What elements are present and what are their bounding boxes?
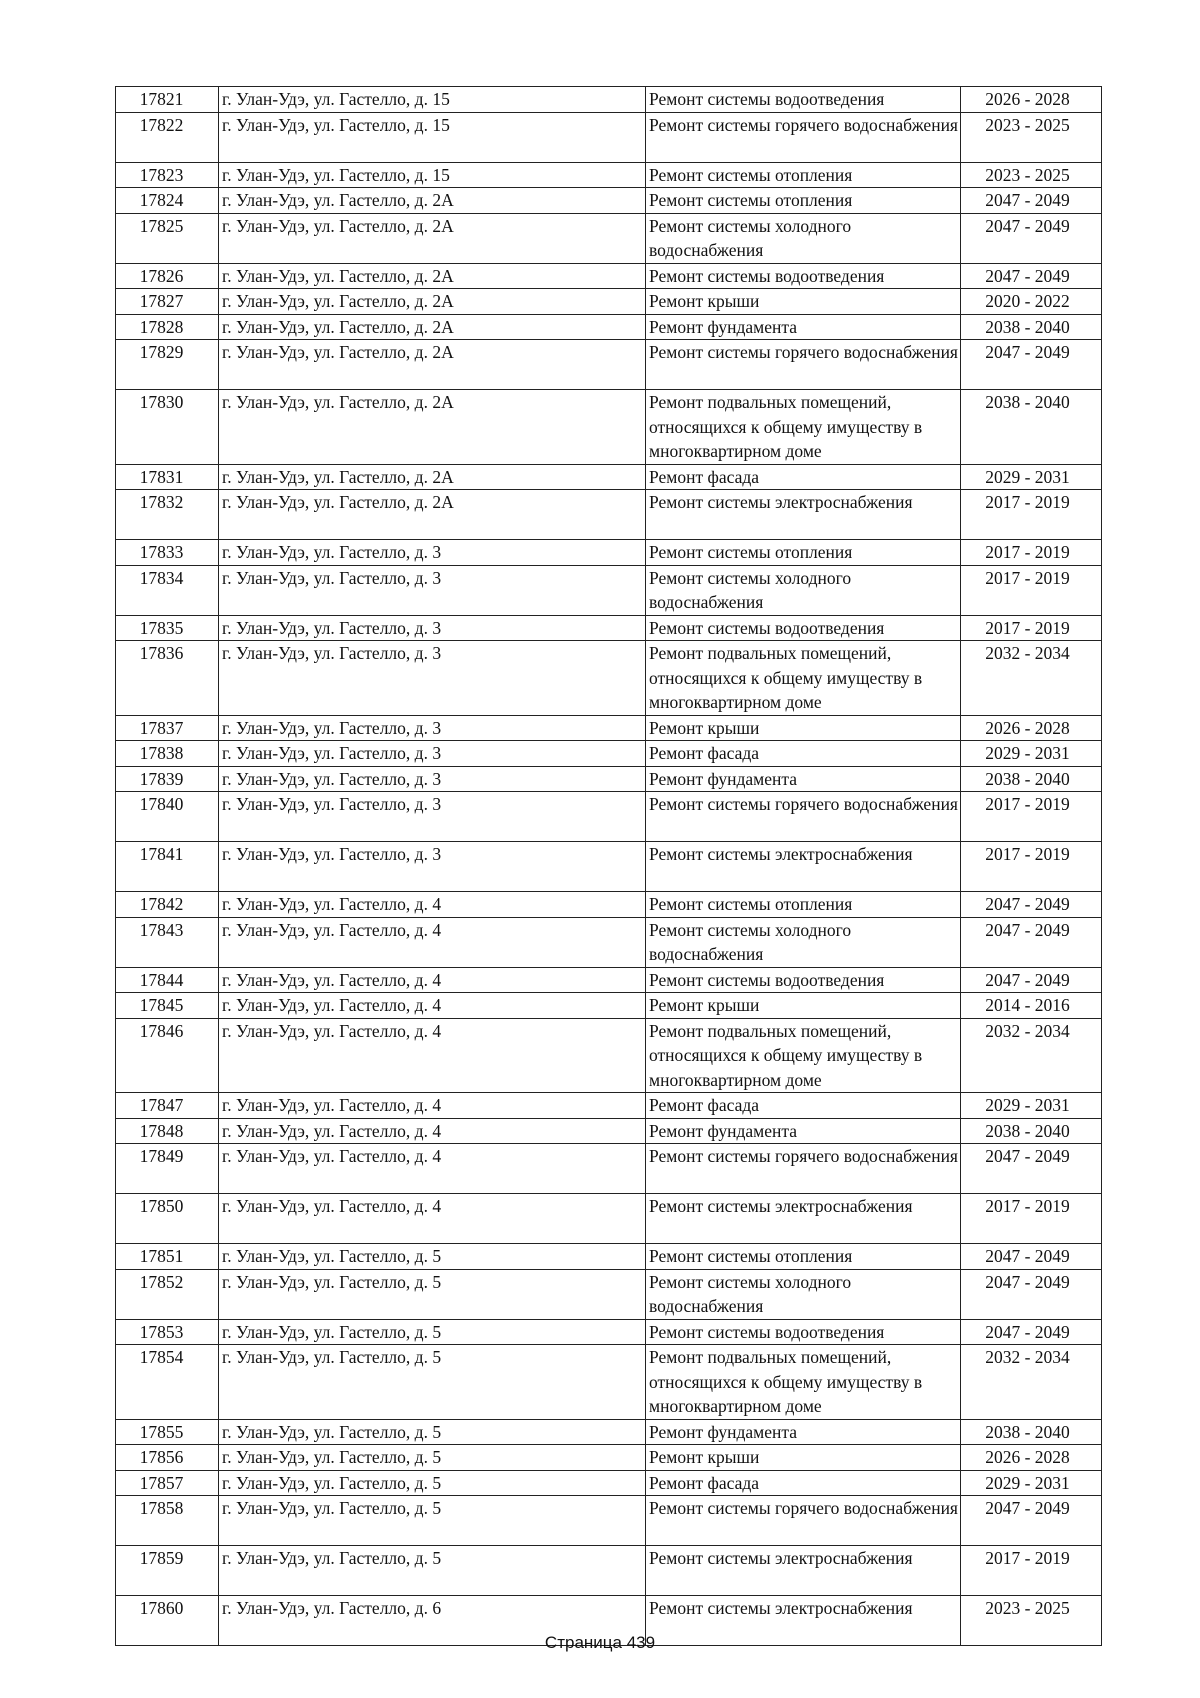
- table-row: [116, 842, 1102, 892]
- period-cell: 2038 - 2040: [961, 1118, 1102, 1144]
- period-cell: 2023 - 2025: [961, 1596, 1102, 1646]
- row-number-cell: 17859: [116, 1546, 219, 1596]
- row-number-cell: 17823: [116, 162, 219, 188]
- work-type-cell: Ремонт фундамента: [646, 1419, 961, 1445]
- row-number-cell: 17834: [116, 565, 219, 615]
- work-type-cell: Ремонт системы водоотведения: [646, 1319, 961, 1345]
- work-type-cell: Ремонт фундамента: [646, 314, 961, 340]
- address-cell: г. Улан-Удэ, ул. Гастелло, д. 2А: [219, 213, 646, 263]
- table-row: [116, 917, 1102, 967]
- address-cell: г. Улан-Удэ, ул. Гастелло, д. 3: [219, 715, 646, 741]
- table-row: [116, 1470, 1102, 1496]
- period-cell: 2038 - 2040: [961, 766, 1102, 792]
- table-row: [116, 490, 1102, 540]
- period-cell: 2020 - 2022: [961, 289, 1102, 315]
- row-number-cell: 17837: [116, 715, 219, 741]
- row-number-cell: 17835: [116, 615, 219, 641]
- table-row: [116, 892, 1102, 918]
- work-type-cell: Ремонт подвальных помещений, относящихся к общему имуществу в многоквартирном доме: [646, 1345, 961, 1420]
- row-number-cell: 17825: [116, 213, 219, 263]
- table-row: [116, 1194, 1102, 1244]
- period-cell: 2017 - 2019: [961, 540, 1102, 566]
- address-cell: г. Улан-Удэ, ул. Гастелло, д. 3: [219, 641, 646, 716]
- work-type-cell: Ремонт системы электроснабжения: [646, 842, 961, 892]
- table-row: [116, 1118, 1102, 1144]
- period-cell: 2029 - 2031: [961, 741, 1102, 767]
- period-cell: 2026 - 2028: [961, 1445, 1102, 1471]
- row-number-cell: 17828: [116, 314, 219, 340]
- work-type-cell: Ремонт системы электроснабжения: [646, 1596, 961, 1646]
- work-type-cell: Ремонт системы электроснабжения: [646, 1546, 961, 1596]
- period-cell: 2017 - 2019: [961, 842, 1102, 892]
- table-row: [116, 1269, 1102, 1319]
- address-cell: г. Улан-Удэ, ул. Гастелло, д. 4: [219, 1144, 646, 1194]
- table-row: [116, 1018, 1102, 1093]
- work-type-cell: Ремонт подвальных помещений, относящихся к общему имуществу в многоквартирном доме: [646, 390, 961, 465]
- table-row: [116, 112, 1102, 162]
- period-cell: 2026 - 2028: [961, 87, 1102, 113]
- period-cell: 2047 - 2049: [961, 967, 1102, 993]
- work-type-cell: Ремонт системы горячего водоснабжения: [646, 112, 961, 162]
- period-cell: 2017 - 2019: [961, 490, 1102, 540]
- row-number-cell: 17827: [116, 289, 219, 315]
- address-cell: г. Улан-Удэ, ул. Гастелло, д. 4: [219, 892, 646, 918]
- table-row: [116, 1244, 1102, 1270]
- address-cell: г. Улан-Удэ, ул. Гастелло, д. 3: [219, 615, 646, 641]
- address-cell: г. Улан-Удэ, ул. Гастелло, д. 4: [219, 1118, 646, 1144]
- row-number-cell: 17840: [116, 792, 219, 842]
- work-type-cell: Ремонт системы отопления: [646, 892, 961, 918]
- row-number-cell: 17858: [116, 1496, 219, 1546]
- address-cell: г. Улан-Удэ, ул. Гастелло, д. 2А: [219, 340, 646, 390]
- period-cell: 2032 - 2034: [961, 641, 1102, 716]
- row-number-cell: 17842: [116, 892, 219, 918]
- address-cell: г. Улан-Удэ, ул. Гастелло, д. 2А: [219, 390, 646, 465]
- address-cell: г. Улан-Удэ, ул. Гастелло, д. 3: [219, 540, 646, 566]
- period-cell: 2047 - 2049: [961, 1269, 1102, 1319]
- work-type-cell: Ремонт системы электроснабжения: [646, 490, 961, 540]
- address-cell: г. Улан-Удэ, ул. Гастелло, д. 2А: [219, 314, 646, 340]
- row-number-cell: 17857: [116, 1470, 219, 1496]
- row-number-cell: 17845: [116, 993, 219, 1019]
- table-row: [116, 314, 1102, 340]
- work-type-cell: Ремонт фундамента: [646, 1118, 961, 1144]
- period-cell: 2023 - 2025: [961, 162, 1102, 188]
- table-row: [116, 715, 1102, 741]
- address-cell: г. Улан-Удэ, ул. Гастелло, д. 15: [219, 87, 646, 113]
- address-cell: г. Улан-Удэ, ул. Гастелло, д. 5: [219, 1445, 646, 1471]
- table-row: [116, 993, 1102, 1019]
- table-row: [116, 1093, 1102, 1119]
- address-cell: г. Улан-Удэ, ул. Гастелло, д. 2А: [219, 263, 646, 289]
- work-type-cell: Ремонт крыши: [646, 289, 961, 315]
- work-type-cell: Ремонт системы холодного водоснабжения: [646, 917, 961, 967]
- period-cell: 2032 - 2034: [961, 1345, 1102, 1420]
- row-number-cell: 17838: [116, 741, 219, 767]
- row-number-cell: 17848: [116, 1118, 219, 1144]
- work-type-cell: Ремонт подвальных помещений, относящихся к общему имуществу в многоквартирном доме: [646, 1018, 961, 1093]
- table-row: [116, 390, 1102, 465]
- table-row: [116, 967, 1102, 993]
- row-number-cell: 17841: [116, 842, 219, 892]
- address-cell: г. Улан-Удэ, ул. Гастелло, д. 3: [219, 565, 646, 615]
- work-type-cell: Ремонт системы холодного водоснабжения: [646, 565, 961, 615]
- address-cell: г. Улан-Удэ, ул. Гастелло, д. 4: [219, 993, 646, 1019]
- period-cell: 2047 - 2049: [961, 1144, 1102, 1194]
- row-number-cell: 17836: [116, 641, 219, 716]
- work-type-cell: Ремонт системы водоотведения: [646, 87, 961, 113]
- table-row: [116, 340, 1102, 390]
- period-cell: 2047 - 2049: [961, 1244, 1102, 1270]
- table-body: [116, 87, 1102, 1646]
- period-cell: 2047 - 2049: [961, 892, 1102, 918]
- period-cell: 2047 - 2049: [961, 340, 1102, 390]
- address-cell: г. Улан-Удэ, ул. Гастелло, д. 2А: [219, 289, 646, 315]
- row-number-cell: 17850: [116, 1194, 219, 1244]
- work-type-cell: Ремонт системы водоотведения: [646, 615, 961, 641]
- row-number-cell: 17822: [116, 112, 219, 162]
- row-number-cell: 17849: [116, 1144, 219, 1194]
- table-row: [116, 540, 1102, 566]
- row-number-cell: 17831: [116, 464, 219, 490]
- work-type-cell: Ремонт подвальных помещений, относящихся к общему имуществу в многоквартирном доме: [646, 641, 961, 716]
- row-number-cell: 17847: [116, 1093, 219, 1119]
- page-number: Страница 439: [544, 1633, 656, 1652]
- table-row: [116, 1496, 1102, 1546]
- work-type-cell: Ремонт крыши: [646, 1445, 961, 1471]
- work-type-cell: Ремонт фасада: [646, 1093, 961, 1119]
- work-type-cell: Ремонт системы отопления: [646, 162, 961, 188]
- row-number-cell: 17853: [116, 1319, 219, 1345]
- period-cell: 2029 - 2031: [961, 1093, 1102, 1119]
- address-cell: г. Улан-Удэ, ул. Гастелло, д. 4: [219, 1018, 646, 1093]
- row-number-cell: 17851: [116, 1244, 219, 1270]
- period-cell: 2023 - 2025: [961, 112, 1102, 162]
- address-cell: г. Улан-Удэ, ул. Гастелло, д. 5: [219, 1269, 646, 1319]
- work-type-cell: Ремонт крыши: [646, 993, 961, 1019]
- address-cell: г. Улан-Удэ, ул. Гастелло, д. 3: [219, 842, 646, 892]
- work-type-cell: Ремонт системы горячего водоснабжения: [646, 792, 961, 842]
- repair-schedule-table: [115, 86, 1102, 1646]
- row-number-cell: 17821: [116, 87, 219, 113]
- address-cell: г. Улан-Удэ, ул. Гастелло, д. 3: [219, 792, 646, 842]
- period-cell: 2026 - 2028: [961, 715, 1102, 741]
- row-number-cell: 17844: [116, 967, 219, 993]
- period-cell: 2014 - 2016: [961, 993, 1102, 1019]
- period-cell: 2047 - 2049: [961, 1496, 1102, 1546]
- table-row: [116, 741, 1102, 767]
- address-cell: г. Улан-Удэ, ул. Гастелло, д. 4: [219, 917, 646, 967]
- work-type-cell: Ремонт системы холодного водоснабжения: [646, 1269, 961, 1319]
- period-cell: 2017 - 2019: [961, 565, 1102, 615]
- table-row: [116, 162, 1102, 188]
- row-number-cell: 17832: [116, 490, 219, 540]
- address-cell: г. Улан-Удэ, ул. Гастелло, д. 15: [219, 112, 646, 162]
- work-type-cell: Ремонт фасада: [646, 1470, 961, 1496]
- work-type-cell: Ремонт фасада: [646, 464, 961, 490]
- period-cell: 2047 - 2049: [961, 1319, 1102, 1345]
- period-cell: 2017 - 2019: [961, 1546, 1102, 1596]
- period-cell: 2047 - 2049: [961, 917, 1102, 967]
- work-type-cell: Ремонт системы горячего водоснабжения: [646, 1496, 961, 1546]
- table-row: [116, 641, 1102, 716]
- table-row: [116, 1419, 1102, 1445]
- address-cell: г. Улан-Удэ, ул. Гастелло, д. 5: [219, 1345, 646, 1420]
- table-row: [116, 289, 1102, 315]
- table-row: [116, 1445, 1102, 1471]
- address-cell: г. Улан-Удэ, ул. Гастелло, д. 5: [219, 1319, 646, 1345]
- work-type-cell: Ремонт крыши: [646, 715, 961, 741]
- work-type-cell: Ремонт системы отопления: [646, 540, 961, 566]
- address-cell: г. Улан-Удэ, ул. Гастелло, д. 2А: [219, 464, 646, 490]
- table-row: [116, 1345, 1102, 1420]
- period-cell: 2047 - 2049: [961, 188, 1102, 214]
- table-row: [116, 565, 1102, 615]
- work-type-cell: Ремонт фасада: [646, 741, 961, 767]
- row-number-cell: 17854: [116, 1345, 219, 1420]
- work-type-cell: Ремонт системы электроснабжения: [646, 1194, 961, 1244]
- table-row: [116, 615, 1102, 641]
- address-cell: г. Улан-Удэ, ул. Гастелло, д. 5: [219, 1546, 646, 1596]
- address-cell: г. Улан-Удэ, ул. Гастелло, д. 5: [219, 1244, 646, 1270]
- table-row: [116, 263, 1102, 289]
- address-cell: г. Улан-Удэ, ул. Гастелло, д. 3: [219, 741, 646, 767]
- address-cell: г. Улан-Удэ, ул. Гастелло, д. 4: [219, 1093, 646, 1119]
- work-type-cell: Ремонт системы холодного водоснабжения: [646, 213, 961, 263]
- table-row: [116, 792, 1102, 842]
- row-number-cell: 17843: [116, 917, 219, 967]
- table-row: [116, 87, 1102, 113]
- work-type-cell: Ремонт системы отопления: [646, 1244, 961, 1270]
- period-cell: 2038 - 2040: [961, 314, 1102, 340]
- period-cell: 2047 - 2049: [961, 263, 1102, 289]
- row-number-cell: 17826: [116, 263, 219, 289]
- period-cell: 2038 - 2040: [961, 390, 1102, 465]
- row-number-cell: 17833: [116, 540, 219, 566]
- table-row: [116, 766, 1102, 792]
- row-number-cell: 17839: [116, 766, 219, 792]
- address-cell: г. Улан-Удэ, ул. Гастелло, д. 4: [219, 967, 646, 993]
- address-cell: г. Улан-Удэ, ул. Гастелло, д. 6: [219, 1596, 646, 1646]
- table-row: [116, 464, 1102, 490]
- period-cell: 2017 - 2019: [961, 615, 1102, 641]
- work-type-cell: Ремонт системы водоотведения: [646, 263, 961, 289]
- row-number-cell: 17830: [116, 390, 219, 465]
- row-number-cell: 17846: [116, 1018, 219, 1093]
- table-row: [116, 213, 1102, 263]
- period-cell: 2029 - 2031: [961, 1470, 1102, 1496]
- period-cell: 2047 - 2049: [961, 213, 1102, 263]
- row-number-cell: 17852: [116, 1269, 219, 1319]
- row-number-cell: 17855: [116, 1419, 219, 1445]
- period-cell: 2029 - 2031: [961, 464, 1102, 490]
- row-number-cell: 17824: [116, 188, 219, 214]
- row-number-cell: 17829: [116, 340, 219, 390]
- address-cell: г. Улан-Удэ, ул. Гастелло, д. 3: [219, 766, 646, 792]
- table-row: [116, 1319, 1102, 1345]
- address-cell: г. Улан-Удэ, ул. Гастелло, д. 15: [219, 162, 646, 188]
- address-cell: г. Улан-Удэ, ул. Гастелло, д. 4: [219, 1194, 646, 1244]
- table-row: [116, 188, 1102, 214]
- period-cell: 2017 - 2019: [961, 792, 1102, 842]
- work-type-cell: Ремонт системы горячего водоснабжения: [646, 340, 961, 390]
- work-type-cell: Ремонт фундамента: [646, 766, 961, 792]
- period-cell: 2032 - 2034: [961, 1018, 1102, 1093]
- row-number-cell: 17860: [116, 1596, 219, 1646]
- row-number-cell: 17856: [116, 1445, 219, 1471]
- address-cell: г. Улан-Удэ, ул. Гастелло, д. 5: [219, 1496, 646, 1546]
- table-row: [116, 1144, 1102, 1194]
- address-cell: г. Улан-Удэ, ул. Гастелло, д. 2А: [219, 490, 646, 540]
- address-cell: г. Улан-Удэ, ул. Гастелло, д. 2А: [219, 188, 646, 214]
- table-row: [116, 1546, 1102, 1596]
- address-cell: г. Улан-Удэ, ул. Гастелло, д. 5: [219, 1419, 646, 1445]
- work-type-cell: Ремонт системы горячего водоснабжения: [646, 1144, 961, 1194]
- work-type-cell: Ремонт системы водоотведения: [646, 967, 961, 993]
- period-cell: 2017 - 2019: [961, 1194, 1102, 1244]
- period-cell: 2038 - 2040: [961, 1419, 1102, 1445]
- address-cell: г. Улан-Удэ, ул. Гастелло, д. 5: [219, 1470, 646, 1496]
- work-type-cell: Ремонт системы отопления: [646, 188, 961, 214]
